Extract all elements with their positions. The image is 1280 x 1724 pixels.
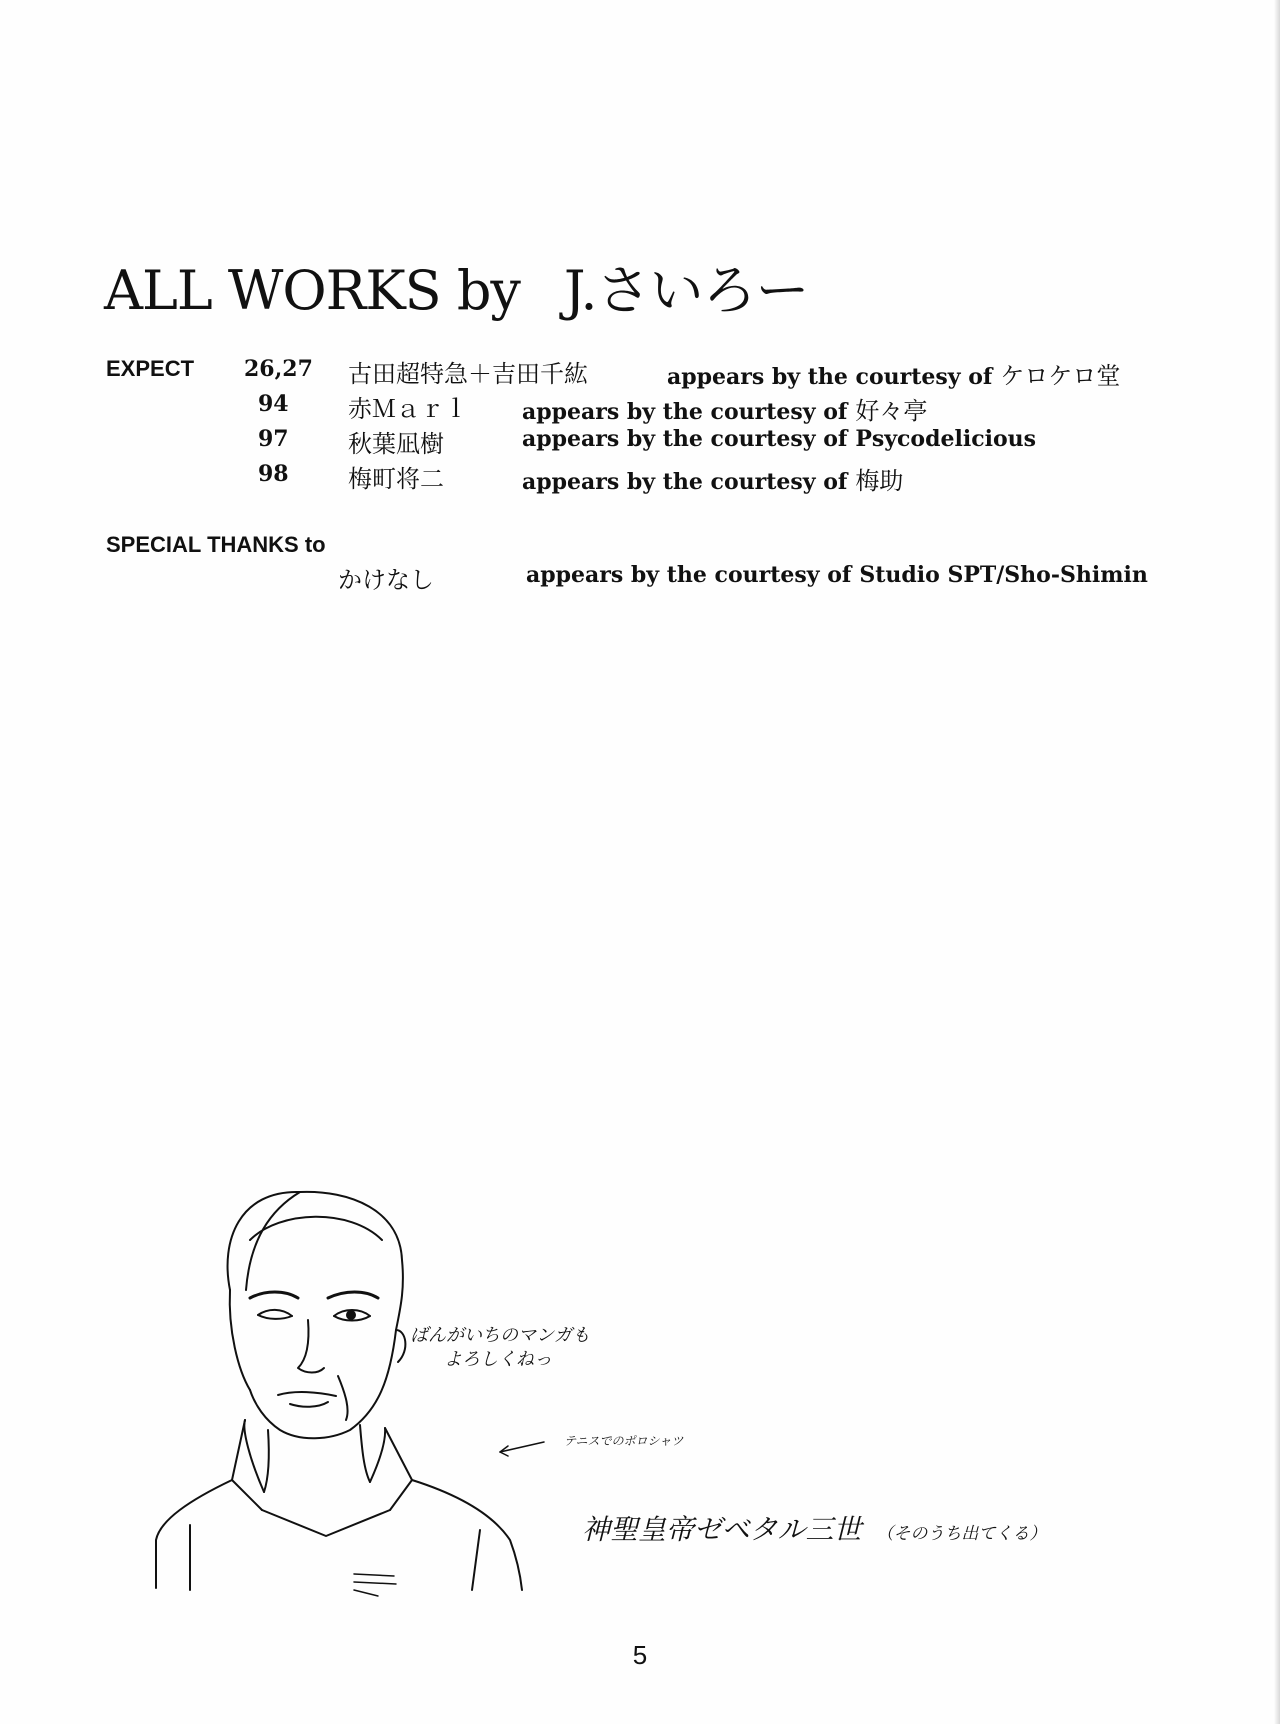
rights-holder: ケロケロ堂 bbox=[1000, 362, 1121, 390]
title-author: J.さいろー bbox=[563, 259, 809, 322]
credit-row bbox=[106, 391, 1206, 427]
artist-name: 秋葉凪樹 bbox=[348, 430, 444, 458]
issue-number: 98 bbox=[258, 461, 289, 487]
page-title bbox=[104, 248, 809, 325]
title-works: ALL WORKS by bbox=[104, 259, 520, 322]
artist-name: 赤Ｍａｒｌ bbox=[348, 395, 468, 423]
page-edge bbox=[1274, 0, 1280, 1724]
speech-note bbox=[410, 1324, 590, 1372]
caption-aside: （そのうち出てくる） bbox=[876, 1524, 1047, 1544]
credit-text: appears by the courtesy of ケロケロ堂 bbox=[667, 362, 1121, 390]
portrait-sketch bbox=[150, 1180, 590, 1600]
expect-label: EXPECT bbox=[106, 356, 195, 381]
rights-holder: 梅助 bbox=[855, 467, 904, 495]
speech-line: ばんがいちのマンガも bbox=[410, 1325, 590, 1346]
issue-number: 26,27 bbox=[244, 356, 313, 382]
artist-name: かけなし bbox=[338, 566, 434, 594]
rights-holder: Psycodelicious bbox=[855, 426, 1037, 452]
speech-line: よろしくねっ bbox=[444, 1349, 552, 1370]
page-number: 5 bbox=[632, 1640, 648, 1670]
caption-text: 神聖皇帝ゼベタル三世 bbox=[582, 1513, 862, 1546]
credit-row bbox=[106, 356, 1206, 392]
credit-row bbox=[106, 461, 1206, 497]
sketch-caption bbox=[582, 1508, 1046, 1548]
credit-row bbox=[106, 562, 1206, 598]
issue-number: 94 bbox=[258, 391, 289, 417]
artist-name: 古田超特急＋吉田千紘 bbox=[348, 360, 588, 388]
credit-text: appears by the courtesy of 梅助 bbox=[522, 467, 904, 495]
rights-holder: 好々亭 bbox=[855, 397, 928, 425]
credit-text: appears by the courtesy of Studio SPT/Sho-Shimin bbox=[526, 562, 1148, 588]
issue-number: 97 bbox=[258, 426, 289, 452]
artist-name: 梅町将二 bbox=[348, 465, 444, 493]
rights-holder: Studio SPT/Sho-Shimin bbox=[859, 562, 1148, 588]
special-thanks-label: SPECIAL THANKS to bbox=[106, 532, 326, 557]
credit-row bbox=[106, 426, 1206, 462]
shirt-note: テニスでのポロシャツ bbox=[564, 1434, 684, 1448]
credit-text: appears by the courtesy of Psycodelicious bbox=[522, 426, 1037, 452]
credit-text: appears by the courtesy of 好々亭 bbox=[522, 397, 928, 425]
